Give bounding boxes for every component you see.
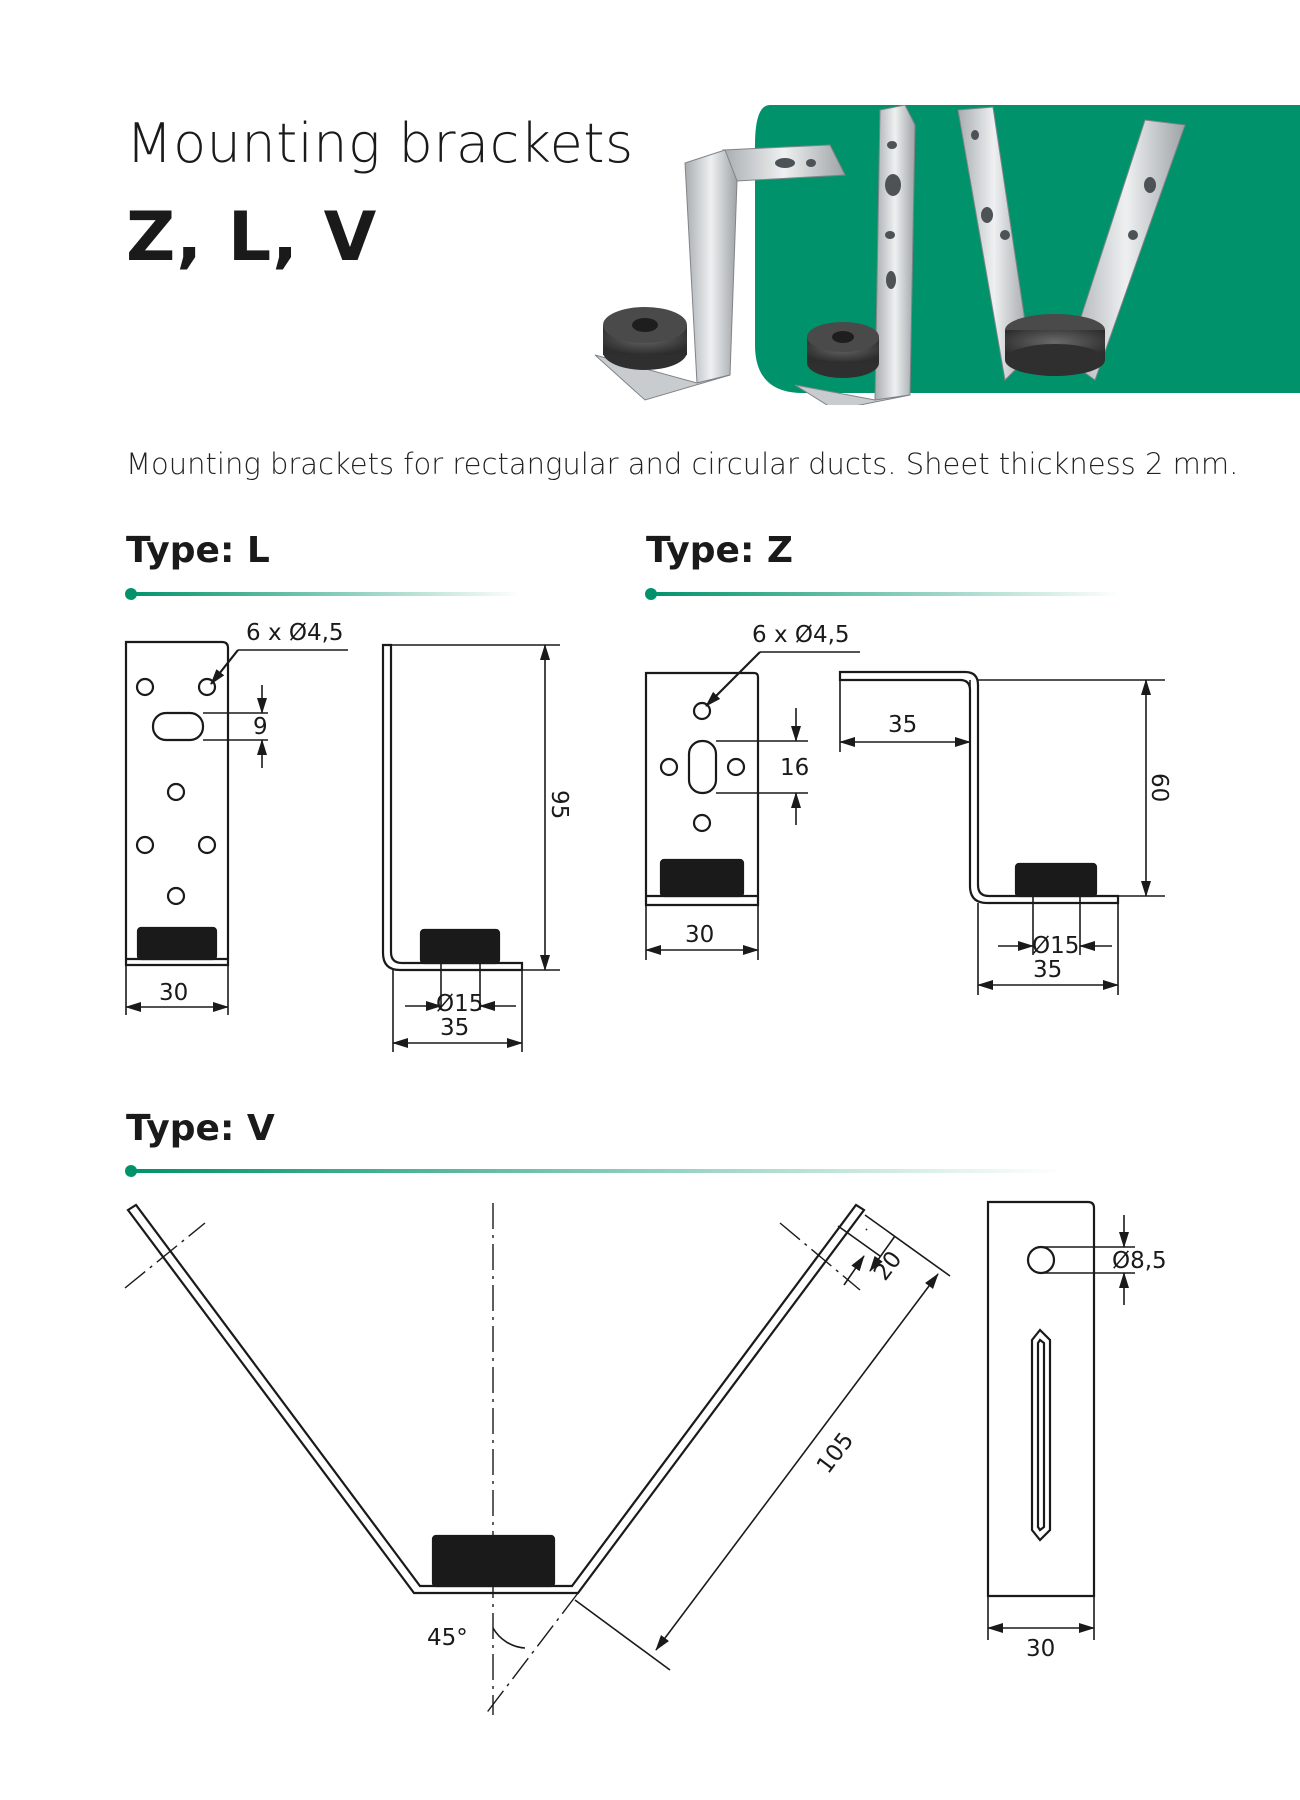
type-z-front-view [646,652,860,960]
type-z-top-flange-dimension: 35 [888,712,918,738]
type-v-arm-length: 105 [812,1427,860,1479]
type-z-width-dimension: 30 [685,922,715,948]
type-z-slot-dimension: 16 [780,755,810,781]
type-z-height-dimension: 60 [1146,773,1172,803]
type-v-width-dimension: 30 [1026,1636,1056,1662]
type-z-heading: Type: Z [646,530,793,571]
type-v-tip-length: 20 [869,1246,908,1286]
type-l-height-dimension: 95 [546,790,572,820]
type-l-front-view [126,642,348,1015]
type-v-hole-diameter: Ø8,5 [1112,1248,1167,1274]
type-l-width-dimension: 30 [159,980,189,1006]
intro-text: Mounting brackets for rectangular and circular ducts. Sheet thickness 2 mm. [126,447,1239,481]
type-l-pad-diameter: Ø15 [436,991,484,1017]
type-l-holes-label: 6 x Ø4,5 [246,620,344,646]
page-subtitle: Z, L, V [126,198,378,277]
type-v-angle: 45° [427,1625,468,1651]
type-v-heading: Type: V [126,1108,275,1149]
type-l-heading: Type: L [126,530,270,571]
page-title: Mounting brackets [126,112,634,175]
type-z-holes-label: 6 x Ø4,5 [752,622,850,648]
type-z-rule [645,588,1121,600]
type-l-slot-dimension: 9 [253,714,268,740]
type-l-foot-length: 35 [440,1015,470,1041]
type-z-pad-diameter: Ø15 [1032,933,1080,959]
type-v-rule [125,1165,1061,1177]
type-z-foot-length: 35 [1033,957,1063,983]
type-l-rule [125,588,521,600]
